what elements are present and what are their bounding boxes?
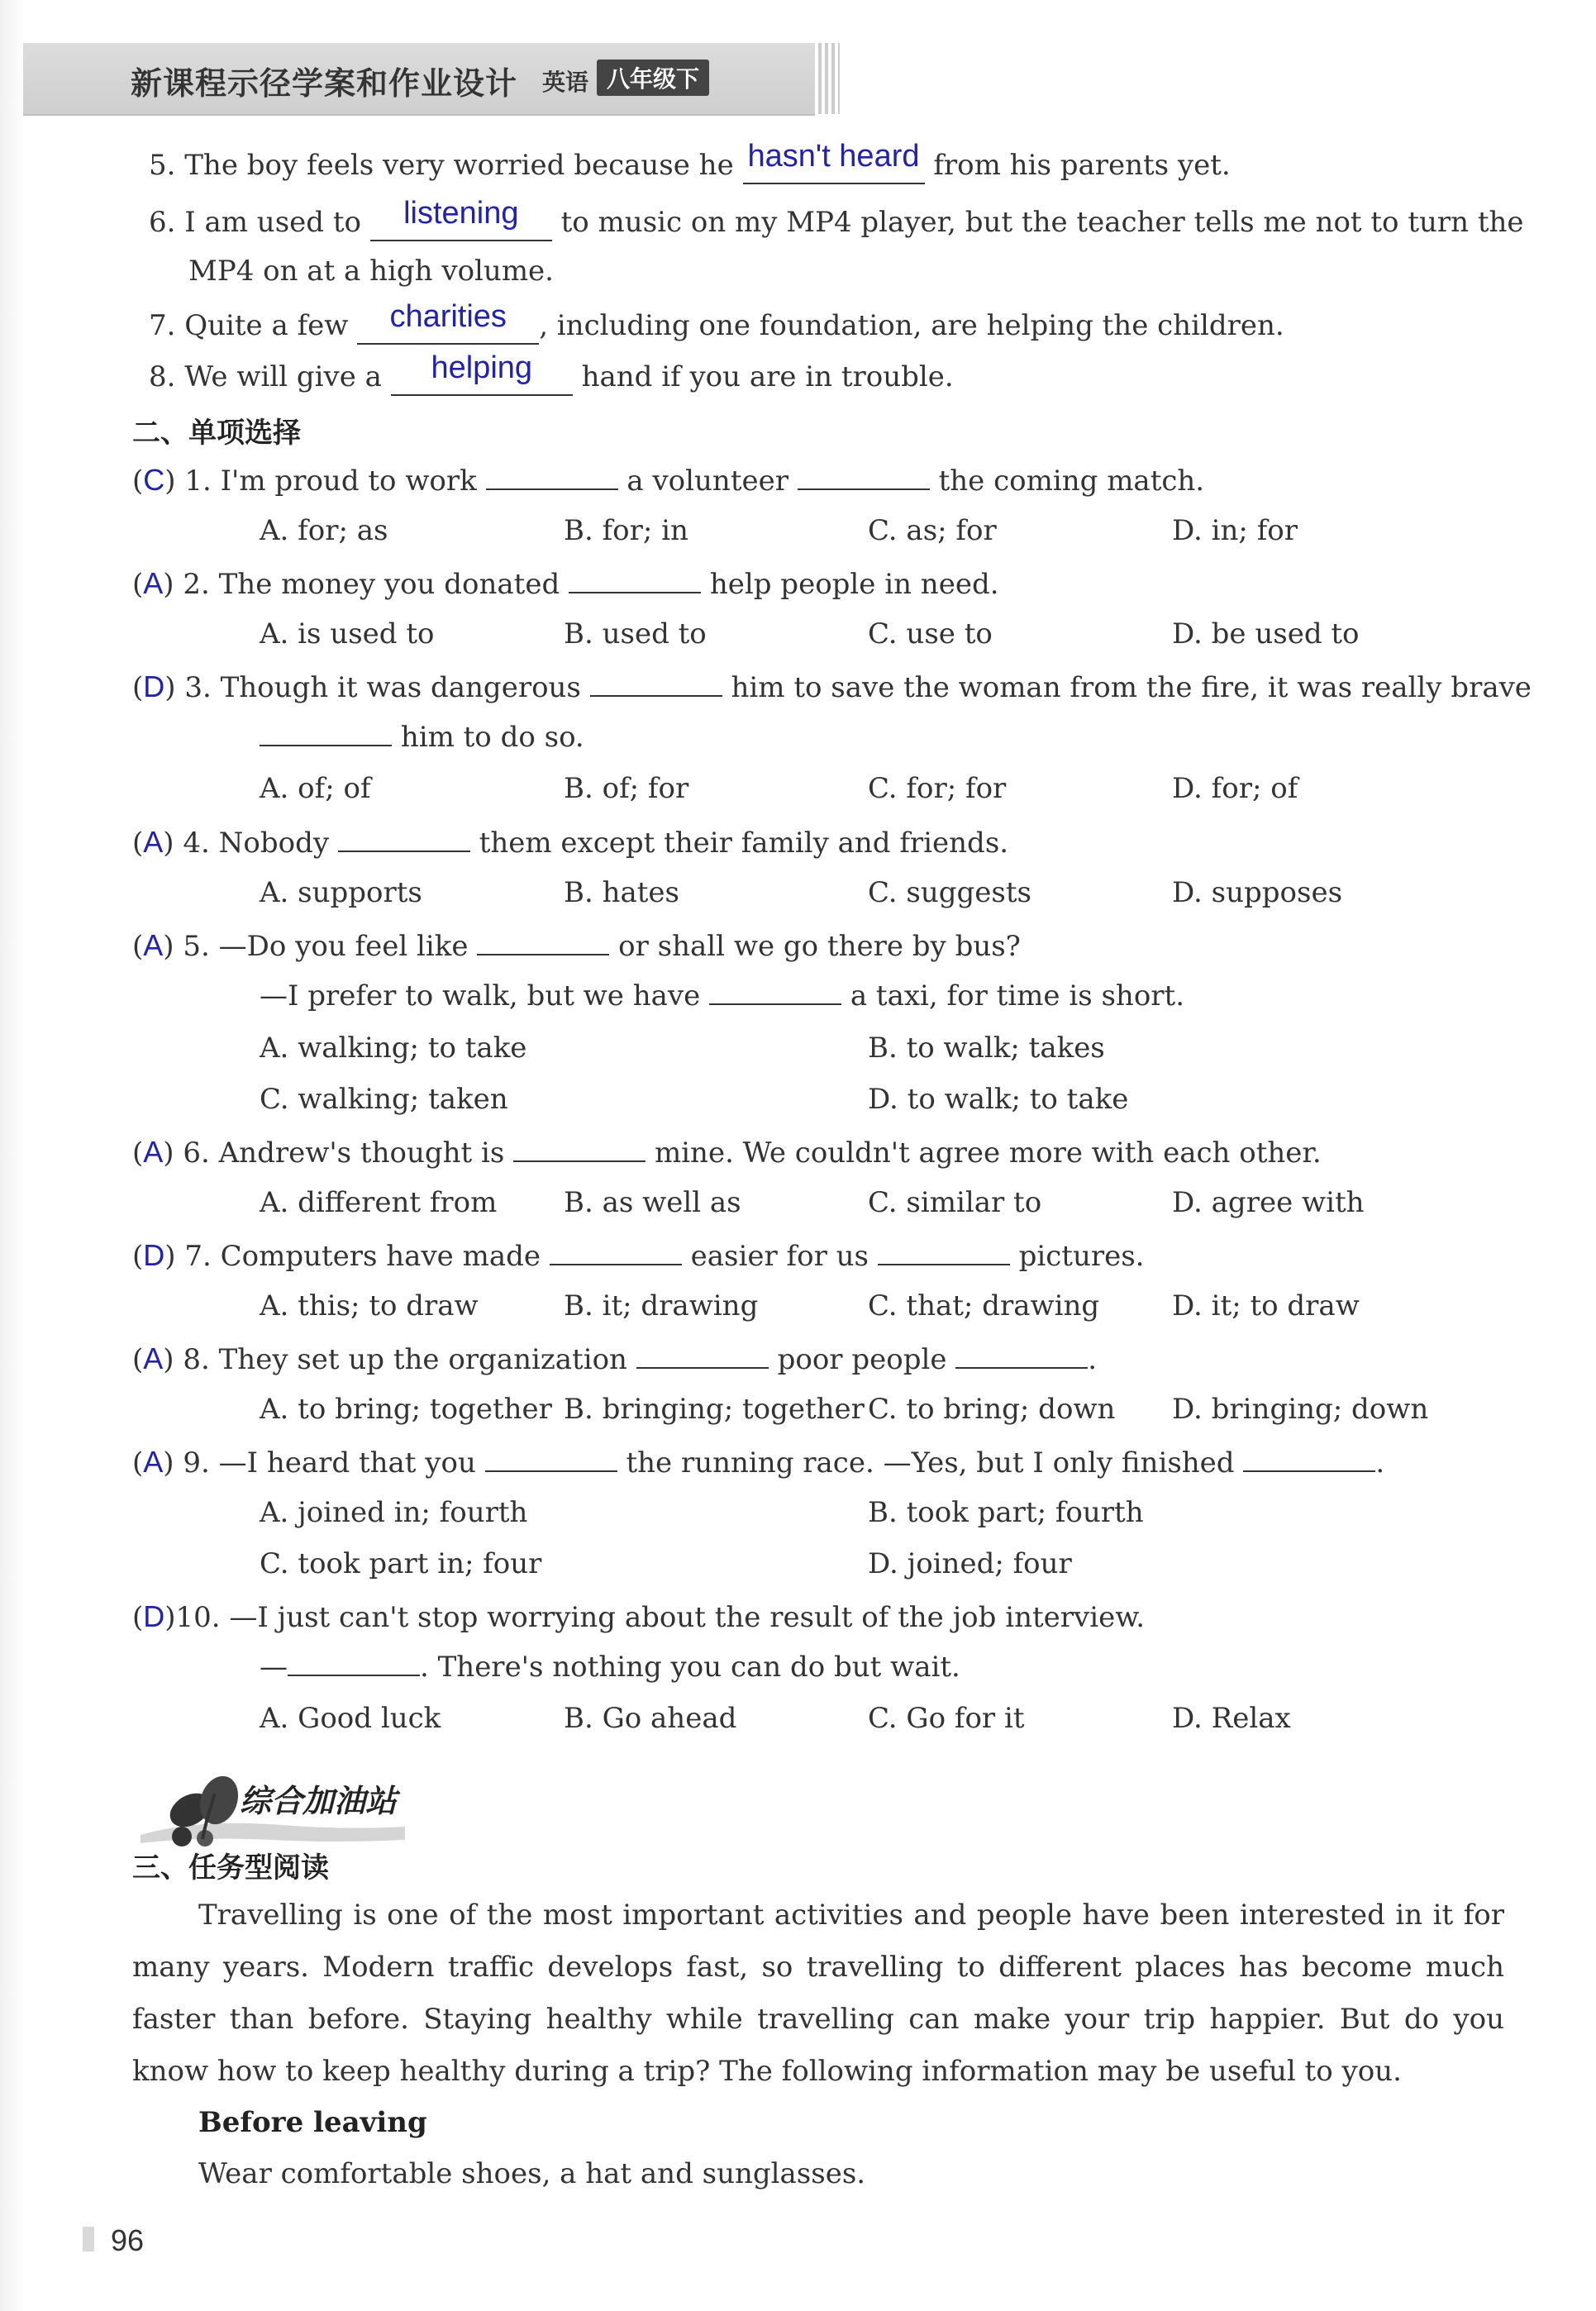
page-header xyxy=(23,43,815,116)
mc-question-7: (D) 7. Computers have made easier for us pictures. xyxy=(132,1238,1145,1273)
option: B. it; drawing xyxy=(564,1289,759,1322)
mc-question-10-line-2: — . There's nothing you can do but wait. xyxy=(260,1651,960,1684)
mc-question-1: (C) 1. I'm proud to work a volunteer the coming match. xyxy=(132,463,1205,498)
option: B. took part; fourth xyxy=(868,1496,1144,1529)
mc-question-4: (A) 4. Nobody them except their family and friends. xyxy=(132,825,1009,860)
mc-question-3: (D) 3. Though it was dangerous him to save the woman from the fire, it was really brave xyxy=(132,669,1532,704)
mc-question-9: (A) 9. —I heard that you the running race. —Yes, but I only finished . xyxy=(132,1445,1385,1480)
blank xyxy=(338,827,470,852)
option: B. to walk; takes xyxy=(868,1032,1105,1065)
option: D. joined; four xyxy=(868,1547,1072,1580)
option: A. joined in; fourth xyxy=(260,1496,528,1529)
blank xyxy=(477,931,609,955)
option: C. similar to xyxy=(868,1186,1042,1219)
option: C. for; for xyxy=(868,772,1007,805)
page-number-marker xyxy=(83,2227,94,2251)
blank xyxy=(878,1241,1010,1265)
option: C. that; drawing xyxy=(868,1289,1100,1322)
mc-question-2: (A) 2. The money you donated help people in need. xyxy=(132,566,999,601)
choice-answer: A xyxy=(143,928,164,962)
fill-question-7: 7. Quite a few charities , including one foundation, are helping the children. xyxy=(149,307,1284,345)
option: B. used to xyxy=(564,617,707,650)
page-edge xyxy=(0,0,25,2311)
option: D. be used to xyxy=(1172,617,1360,650)
header-stripes xyxy=(818,43,840,114)
option: C. took part in; four xyxy=(260,1547,542,1580)
fill-question-8: 8. We will give a helping hand if you are in trouble. xyxy=(149,359,954,396)
option: A. of; of xyxy=(260,772,371,805)
choice-answer: A xyxy=(143,1135,164,1169)
blank xyxy=(709,980,841,1005)
choice-answer: C xyxy=(143,463,165,497)
option: B. Go ahead xyxy=(564,1702,737,1735)
option: B. for; in xyxy=(564,514,688,547)
section-heading-multiple-choice: 二、单项选择 xyxy=(132,417,301,450)
blank xyxy=(550,1241,682,1265)
option: A. walking; to take xyxy=(260,1032,527,1065)
answer-blank xyxy=(391,350,573,396)
fill-question-6-continued: MP4 on at a high volume. xyxy=(188,255,554,288)
option: D. to walk; to take xyxy=(868,1083,1129,1116)
choice-answer: D xyxy=(143,1599,165,1633)
option: B. as well as xyxy=(564,1186,741,1219)
option: D. supposes xyxy=(1172,876,1343,909)
mc-question-6: (A) 6. Andrew's thought is mine. We couldn't agree more with each other. xyxy=(132,1135,1322,1170)
choice-answer: D xyxy=(143,1238,165,1272)
option: B. of; for xyxy=(564,772,689,805)
choice-answer: A xyxy=(143,825,164,859)
section-heading-reading: 三、任务型阅读 xyxy=(132,1851,329,1885)
option: C. use to xyxy=(868,617,993,650)
handwritten-answer: charities xyxy=(389,299,507,334)
option: C. as; for xyxy=(868,514,997,547)
subject-label: 英语 xyxy=(542,69,589,96)
blank xyxy=(798,465,930,490)
handwritten-answer: helping xyxy=(431,350,533,385)
option: D. for; of xyxy=(1172,772,1298,805)
mc-question-3-continued: him to do so. xyxy=(260,721,584,754)
answer-blank xyxy=(743,139,925,184)
option: B. bringing; together xyxy=(564,1393,865,1426)
blank xyxy=(590,672,722,697)
blank xyxy=(636,1344,769,1369)
option: A. for; as xyxy=(260,514,388,547)
option: A. Good luck xyxy=(260,1702,441,1735)
book-title: 新课程示径学案和作业设计 xyxy=(131,65,518,102)
reading-paragraph-2: Wear comfortable shoes, a hat and sunglasses. xyxy=(198,2157,866,2190)
choice-answer: A xyxy=(143,566,164,600)
blank xyxy=(485,1447,617,1472)
blank xyxy=(288,1651,420,1676)
page-number: 96 xyxy=(111,2223,145,2257)
banner-title: 综合加油站 xyxy=(240,1783,398,1819)
blank xyxy=(486,465,618,490)
handwritten-answer: hasn't heard xyxy=(747,139,920,174)
reading-subheading: Before leaving xyxy=(198,2106,427,2139)
mc-question-8: (A) 8. They set up the organization poor people . xyxy=(132,1341,1098,1376)
blank xyxy=(1243,1447,1375,1472)
option: A. to bring; together xyxy=(260,1393,552,1426)
option: C. walking; taken xyxy=(260,1083,508,1116)
mc-question-5-line-2: —I prefer to walk, but we have a taxi, for time is short. xyxy=(260,979,1185,1013)
option: B. hates xyxy=(564,876,680,909)
blank xyxy=(569,569,701,593)
option: D. in; for xyxy=(1172,514,1298,547)
reading-paragraph: Travelling is one of the most important activities and people have been interested in it for many years. Modern traffic develops fast, so travelling to different places has become much faster than before. Staying healthy while travelling can make your trip happier. But do you know how to keep healthy during a trip? The following information may be useful to you. xyxy=(132,1899,1504,2088)
fill-question-5: 5. The boy feels very worried because he hasn't heard from his parents yet. xyxy=(149,147,1231,184)
choice-answer: A xyxy=(143,1445,164,1479)
option: D. it; to draw xyxy=(1172,1289,1360,1322)
option: A. different from xyxy=(260,1186,498,1219)
blank xyxy=(260,722,392,746)
option: A. this; to draw xyxy=(260,1289,479,1322)
option: C. suggests xyxy=(868,876,1031,909)
answer-blank xyxy=(370,196,552,241)
option: C. to bring; down xyxy=(868,1393,1116,1426)
blank xyxy=(513,1137,646,1162)
mc-question-5: (A) 5. —Do you feel like or shall we go there by bus? xyxy=(132,928,1021,963)
option: D. Relax xyxy=(1172,1702,1291,1735)
option: A. supports xyxy=(260,876,422,909)
choice-answer: D xyxy=(143,669,165,703)
option: C. Go for it xyxy=(868,1702,1025,1735)
option: A. is used to xyxy=(260,617,435,650)
option: D. agree with xyxy=(1172,1186,1365,1219)
grade-badge: 八年级下 xyxy=(597,60,709,96)
mc-question-10: (D)10. —I just can't stop worrying about the result of the job interview. xyxy=(132,1599,1146,1634)
fill-question-6: 6. I am used to listening to music on my MP4 player, but the teacher tells me not to turn the xyxy=(149,204,1524,241)
handwritten-answer: listening xyxy=(403,196,519,231)
choice-answer: A xyxy=(143,1341,164,1375)
answer-blank xyxy=(357,299,539,345)
blank xyxy=(955,1344,1088,1369)
option: D. bringing; down xyxy=(1172,1393,1429,1426)
